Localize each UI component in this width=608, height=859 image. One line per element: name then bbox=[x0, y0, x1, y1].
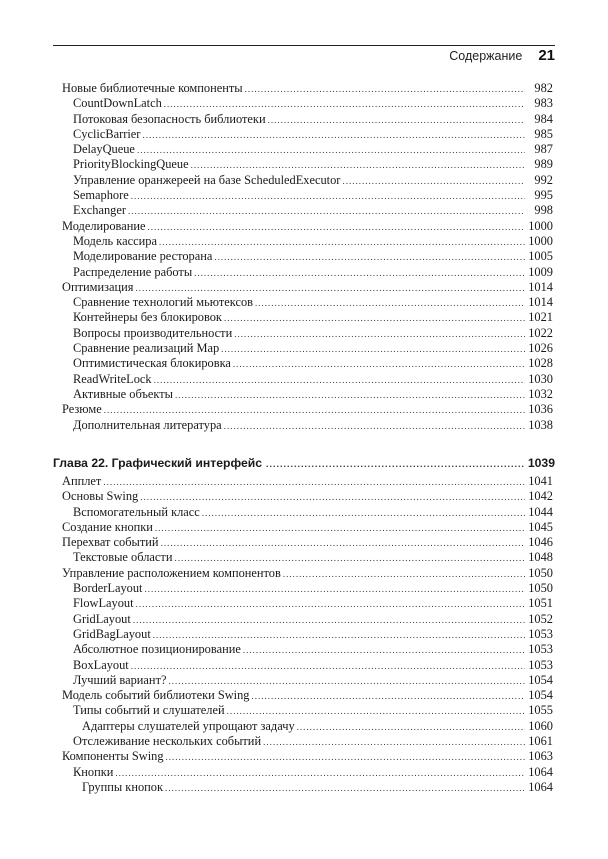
chapter-heading[interactable] bbox=[53, 455, 555, 471]
toc-entry[interactable] bbox=[62, 734, 553, 749]
toc-entry-title: DelayQueue bbox=[73, 142, 135, 157]
toc-entry-title: Отслеживание нескольких событий bbox=[73, 734, 262, 749]
toc-entry-title: Оптимистическая блокировка bbox=[73, 356, 231, 371]
leader-dots bbox=[154, 373, 525, 388]
running-header-title: Содержание bbox=[449, 49, 523, 63]
toc-entry[interactable] bbox=[62, 550, 553, 565]
toc-entry-page: 995 bbox=[534, 188, 553, 203]
toc-entry-page: 1014 bbox=[528, 295, 553, 310]
leader-dots bbox=[115, 766, 525, 781]
toc-entry-page: 1052 bbox=[528, 611, 553, 626]
leader-dots bbox=[104, 403, 525, 418]
leader-dots bbox=[145, 582, 525, 597]
toc-entry-page: 1060 bbox=[528, 718, 553, 733]
toc-entry-page: 1041 bbox=[528, 474, 553, 488]
toc-entry[interactable] bbox=[62, 295, 553, 310]
toc-entry-title: Компоненты Swing bbox=[62, 749, 164, 764]
running-header bbox=[449, 47, 555, 69]
chapter-page: 1039 bbox=[527, 456, 555, 470]
toc-entry-title: ReadWriteLock bbox=[73, 371, 152, 386]
toc-entry-title: Текстовые области bbox=[73, 550, 173, 565]
toc-entry-title: Управление оранжереей на базе ScheduledExecutor bbox=[73, 172, 341, 187]
toc-entry[interactable] bbox=[62, 142, 553, 157]
toc-entry-page: 1063 bbox=[528, 749, 553, 764]
toc-entry[interactable] bbox=[62, 96, 553, 111]
toc-entry-title: Основы Swing bbox=[62, 489, 139, 504]
toc-entry-page: 1064 bbox=[528, 779, 553, 794]
chapter-title: Глава 22. Графический интерфейс bbox=[53, 456, 263, 470]
toc-entry-page: 1053 bbox=[528, 626, 553, 641]
toc-entry-page: 1030 bbox=[528, 371, 553, 386]
leader-dots bbox=[255, 296, 525, 311]
leader-dots bbox=[165, 781, 525, 796]
leader-dots bbox=[159, 235, 525, 250]
toc-entry[interactable] bbox=[62, 566, 553, 581]
leader-dots bbox=[221, 342, 525, 357]
leader-dots bbox=[252, 689, 526, 704]
toc-entry-page: 1053 bbox=[528, 657, 553, 672]
toc-entry-page: 1046 bbox=[528, 535, 553, 550]
toc-entry-page: 1026 bbox=[528, 341, 553, 356]
toc-entry-page: 989 bbox=[534, 157, 553, 172]
toc-entry-page: 1050 bbox=[528, 581, 553, 596]
leader-dots bbox=[153, 628, 525, 643]
toc-entry-page: 1053 bbox=[528, 642, 553, 657]
toc-entry-page: 1048 bbox=[528, 550, 553, 565]
toc-entry-title: Лучший вариант? bbox=[73, 672, 167, 687]
toc-entry-title: FlowLayout bbox=[73, 596, 134, 611]
toc-entry[interactable] bbox=[62, 219, 553, 234]
toc-entry-page: 983 bbox=[534, 96, 553, 111]
toc-entry[interactable] bbox=[62, 356, 553, 371]
toc-entry-title: Адаптеры слушателей упрощают задачу bbox=[82, 718, 295, 733]
toc-entry[interactable] bbox=[62, 688, 553, 703]
toc-entry[interactable] bbox=[62, 673, 553, 688]
toc-entry[interactable] bbox=[62, 474, 553, 489]
toc-entry-page: 1045 bbox=[528, 519, 553, 534]
toc-entry-title: BoxLayout bbox=[73, 657, 129, 672]
toc-entry[interactable] bbox=[62, 581, 553, 596]
header-rule bbox=[53, 45, 555, 46]
leader-dots bbox=[234, 327, 525, 342]
leader-dots bbox=[245, 82, 525, 97]
toc-entry-title: PriorityBlockingQueue bbox=[73, 157, 189, 172]
toc-entry-page: 1044 bbox=[528, 504, 553, 519]
leader-dots bbox=[131, 659, 525, 674]
toc-entry-title: Создание кнопки bbox=[62, 519, 153, 534]
toc-entry-title: Распределение работы bbox=[73, 264, 193, 279]
toc-entry[interactable] bbox=[62, 658, 553, 673]
toc-entry-title: CountDownLatch bbox=[73, 96, 162, 111]
leader-dots bbox=[194, 266, 525, 281]
leader-dots bbox=[191, 158, 525, 173]
toc-entry-page: 1038 bbox=[528, 417, 553, 432]
leader-dots bbox=[135, 281, 525, 296]
leader-dots bbox=[283, 567, 525, 582]
toc-entry-page: 1000 bbox=[528, 218, 553, 233]
page-number: 21 bbox=[538, 47, 555, 64]
toc-entry[interactable] bbox=[62, 188, 553, 203]
toc-entry[interactable] bbox=[62, 612, 553, 627]
toc-entry[interactable] bbox=[62, 505, 553, 520]
toc-section-upper bbox=[62, 81, 553, 433]
toc-entry[interactable] bbox=[62, 280, 553, 295]
leader-dots bbox=[263, 735, 525, 750]
toc-entry[interactable] bbox=[62, 418, 553, 433]
toc-entry-title: Semaphore bbox=[73, 188, 129, 203]
toc-entry-title: Потоковая безопасность библиотеки bbox=[73, 111, 266, 126]
toc-entry-title: Сравнение технологий мьютексов bbox=[73, 295, 253, 310]
toc-entry-title: Новые библиотечные компоненты bbox=[62, 81, 243, 95]
leader-dots bbox=[140, 490, 525, 505]
toc-entry[interactable] bbox=[62, 310, 553, 325]
toc-entry[interactable] bbox=[62, 596, 553, 611]
toc-entry[interactable] bbox=[62, 341, 553, 356]
toc-entry-title: Оптимизация bbox=[62, 279, 134, 294]
toc-entry-page: 1054 bbox=[528, 672, 553, 687]
toc-entry[interactable] bbox=[62, 127, 553, 142]
toc-entry-title: GridLayout bbox=[73, 611, 131, 626]
toc-entry-title: Дополнительная литература bbox=[73, 417, 222, 432]
leader-dots bbox=[214, 250, 525, 265]
toc-entry-page: 1014 bbox=[528, 279, 553, 294]
toc-entry-title: Моделирование bbox=[62, 218, 146, 233]
toc-entry-title: Управление расположением компонентов bbox=[62, 565, 281, 580]
toc-entry-page: 1036 bbox=[528, 402, 553, 417]
toc-entry-page: 992 bbox=[534, 172, 553, 187]
leader-dots bbox=[161, 536, 525, 551]
leader-dots bbox=[174, 551, 525, 566]
toc-entry-page: 1051 bbox=[528, 596, 553, 611]
toc-entry[interactable] bbox=[62, 627, 553, 642]
leader-dots bbox=[128, 204, 525, 219]
toc-entry-title: Сравнение реализаций Map bbox=[73, 341, 220, 356]
toc-entry-title: Моделирование ресторана bbox=[73, 249, 213, 264]
toc-entry-page: 998 bbox=[534, 203, 553, 218]
toc-entry-title: Типы событий и слушателей bbox=[73, 703, 225, 718]
leader-dots bbox=[202, 506, 525, 521]
toc-entry[interactable] bbox=[62, 489, 553, 504]
chapter-leader-dots bbox=[266, 456, 524, 472]
toc-entry-title: Группы кнопок bbox=[82, 779, 163, 794]
toc-entry-page: 1028 bbox=[528, 356, 553, 371]
toc-entry[interactable] bbox=[62, 249, 553, 264]
leader-dots bbox=[168, 674, 525, 689]
toc-entry[interactable] bbox=[62, 535, 553, 550]
toc-entry-page: 1042 bbox=[528, 489, 553, 504]
toc-entry-title: Вспомогательный класс bbox=[73, 504, 200, 519]
toc-entry[interactable] bbox=[62, 402, 553, 417]
leader-dots bbox=[224, 311, 525, 326]
toc-section-lower bbox=[62, 474, 553, 795]
leader-dots bbox=[166, 750, 525, 765]
toc-entry[interactable] bbox=[62, 372, 553, 387]
toc-entry[interactable] bbox=[62, 326, 553, 341]
toc-entry-page: 1009 bbox=[528, 264, 553, 279]
toc-entry-page: 1054 bbox=[528, 688, 553, 703]
toc-entry-title: Активные объекты bbox=[73, 386, 173, 401]
leader-dots bbox=[155, 521, 525, 536]
toc-entry[interactable] bbox=[62, 642, 553, 657]
toc-entry[interactable] bbox=[62, 749, 553, 764]
toc-entry-title: BorderLayout bbox=[73, 581, 143, 596]
toc-entry[interactable] bbox=[62, 520, 553, 535]
toc-entry[interactable] bbox=[62, 765, 553, 780]
toc-entry[interactable] bbox=[62, 234, 553, 249]
toc-entry-title: Резюме bbox=[62, 402, 102, 417]
leader-dots bbox=[142, 128, 525, 143]
leader-dots bbox=[175, 388, 525, 403]
toc-entry-title: Кнопки bbox=[73, 764, 114, 779]
toc-entry-title: Абсолютное позиционирование bbox=[73, 642, 241, 657]
toc-entry-page: 1032 bbox=[528, 386, 553, 401]
toc-entry-title: Модель кассира bbox=[73, 233, 157, 248]
toc-entry-title: CyclicBarrier bbox=[73, 126, 141, 141]
toc-entry-page: 984 bbox=[534, 111, 553, 126]
toc-entry-page: 1061 bbox=[528, 734, 553, 749]
toc-entry-title: GridBagLayout bbox=[73, 626, 151, 641]
toc-entry-page: 1050 bbox=[528, 565, 553, 580]
toc-entry[interactable] bbox=[62, 173, 553, 188]
toc-entry-page: 982 bbox=[534, 81, 553, 95]
toc-entry[interactable] bbox=[62, 203, 553, 218]
leader-dots bbox=[268, 113, 525, 128]
toc-entry-title: Контейнеры без блокировок bbox=[73, 310, 222, 325]
toc-entry-page: 1064 bbox=[528, 764, 553, 779]
toc-entry[interactable] bbox=[62, 719, 553, 734]
toc-entry[interactable] bbox=[62, 81, 553, 96]
toc-entry-title: Вопросы производительности bbox=[73, 325, 233, 340]
toc-entry[interactable] bbox=[62, 157, 553, 172]
leader-dots bbox=[224, 419, 525, 434]
leader-dots bbox=[233, 357, 525, 372]
leader-dots bbox=[131, 189, 525, 204]
leader-dots bbox=[137, 143, 525, 158]
leader-dots bbox=[148, 220, 525, 235]
toc-entry-page: 1021 bbox=[528, 310, 553, 325]
toc-entry[interactable] bbox=[62, 112, 553, 127]
leader-dots bbox=[243, 643, 525, 658]
toc-entry[interactable] bbox=[62, 703, 553, 718]
leader-dots bbox=[342, 174, 525, 189]
toc-entry-title: Апплет bbox=[62, 474, 102, 488]
leader-dots bbox=[133, 613, 525, 628]
toc-entry-page: 1000 bbox=[528, 233, 553, 248]
toc-entry-page: 1005 bbox=[528, 249, 553, 264]
toc-entry-title: Exchanger bbox=[73, 203, 126, 218]
toc-entry-title: Модель событий библиотеки Swing bbox=[62, 688, 250, 703]
toc-entry[interactable] bbox=[62, 387, 553, 402]
toc-entry-page: 987 bbox=[534, 142, 553, 157]
toc-entry-page: 1022 bbox=[528, 325, 553, 340]
leader-dots bbox=[164, 97, 525, 112]
toc-entry-page: 985 bbox=[534, 126, 553, 141]
leader-dots bbox=[227, 704, 525, 719]
toc-entry[interactable] bbox=[62, 780, 553, 795]
leader-dots bbox=[297, 720, 525, 735]
leader-dots bbox=[103, 475, 525, 490]
toc-entry[interactable] bbox=[62, 265, 553, 280]
toc-entry-title: Перехват событий bbox=[62, 535, 159, 550]
leader-dots bbox=[136, 597, 525, 612]
toc-entry-page: 1055 bbox=[528, 703, 553, 718]
